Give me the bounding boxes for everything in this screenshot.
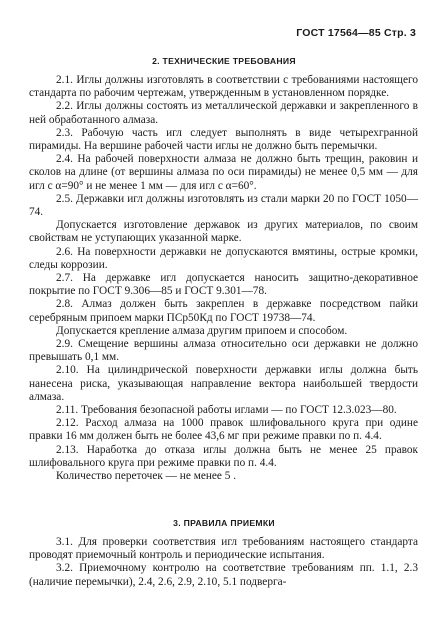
paragraph-2-1: 2.1. Иглы должны изготовлять в соответствии с требованиями настоящего стандарта по рабочим чертежам, утвержденным в установленном порядке. [29, 74, 418, 100]
paragraph-2-12: 2.12. Расход алмаза на 1000 правок шлифовального круга при одине правки 16 мм должен быть не более 43,6 мг при режиме правки по п. 4.4. [29, 417, 418, 443]
paragraph-2-8: 2.8. Алмаз должен быть закреплен в державке посредством пайки серебряным припоем марки ПСр50Кд по ГОСТ 19738—74. [29, 298, 418, 324]
paragraph-2-9: 2.9. Смещение вершины алмаза относительно оси державки не должно превышать 0,1 мм. [29, 338, 418, 364]
paragraph-2-13: 2.13. Наработка до отказа иглы должна быть не менее 25 правок шлифовального круга при режиме правки по п. 4.4. [29, 443, 418, 469]
paragraph-2-6: 2.6. На поверхности державки не допускаются вмятины, острые кромки, следы коррозии. [29, 245, 418, 271]
paragraph-2-5: 2.5. Державки игл должны изготовлять из стали марки 20 по ГОСТ 1050—74. [29, 192, 418, 219]
paragraph-2-13-note: Количество переточек — не менее 5 . [56, 470, 237, 483]
paragraph-2-7: 2.7. На державке игл допускается наносить защитно-декоративное покрытие по ГОСТ 9.306—85 и ГОСТ 9.301—78. [29, 272, 418, 298]
section-title-technical-requirements: 2. ТЕХНИЧЕСКИЕ ТРЕБОВАНИЯ [152, 56, 296, 66]
section-body-acceptance-rules [29, 536, 418, 589]
paragraph-3-2: 3.2. Приемочному контролю на соответствие требованиям пп. 1.1, 2.3 (наличие перемычки), 2.4, 2.6, 2.9, 2.10, 5.1 подверга- [29, 562, 418, 588]
paragraph-2-5-note: Допускается изготовление державок из других материалов, по своим свойствам не уступающих указанной марке. [29, 219, 418, 245]
paragraph-2-11: 2.11. Требования безопасной работы иглами — по ГОСТ 12.3.023—80. [56, 404, 397, 417]
section-title-acceptance-rules: 3. ПРАВИЛА ПРИЕМКИ [173, 518, 275, 528]
section-body-technical-requirements [29, 74, 418, 483]
paragraph-2-10: 2.10. На цилиндрической поверхности державки иглы должна быть нанесена риска, указывающая направление вектора наибольшей твердости алмаза. [29, 364, 418, 403]
paragraph-2-8-note: Допускается крепление алмаза другим припоем и способом. [56, 324, 348, 337]
paragraph-3-1: 3.1. Для проверки соответствия игл требованиям настоящего стандарта проводят приемочный контроль и периодические испытания. [29, 536, 418, 562]
paragraph-2-3: 2.3. Рабочую часть игл следует выполнять в виде четырехгранной пирамиды. На вершине рабочей части иглы не должно быть перемычки. [29, 126, 418, 153]
paragraph-2-2: 2.2. Иглы должны состоять из металлической державки и закрепленного в ней обработанного алмаза. [29, 100, 418, 126]
running-head: ГОСТ 17564—85 Стр. 3 [296, 27, 416, 39]
paragraph-2-4: 2.4. На рабочей поверхности алмаза не должно быть трещин, раковин и сколов на длине (от вершины алмаза по оси пирамиды) не менее 0,5 мм — для игл с α=90° и не менее 1 мм — для игл с α=60°. [29, 153, 418, 192]
